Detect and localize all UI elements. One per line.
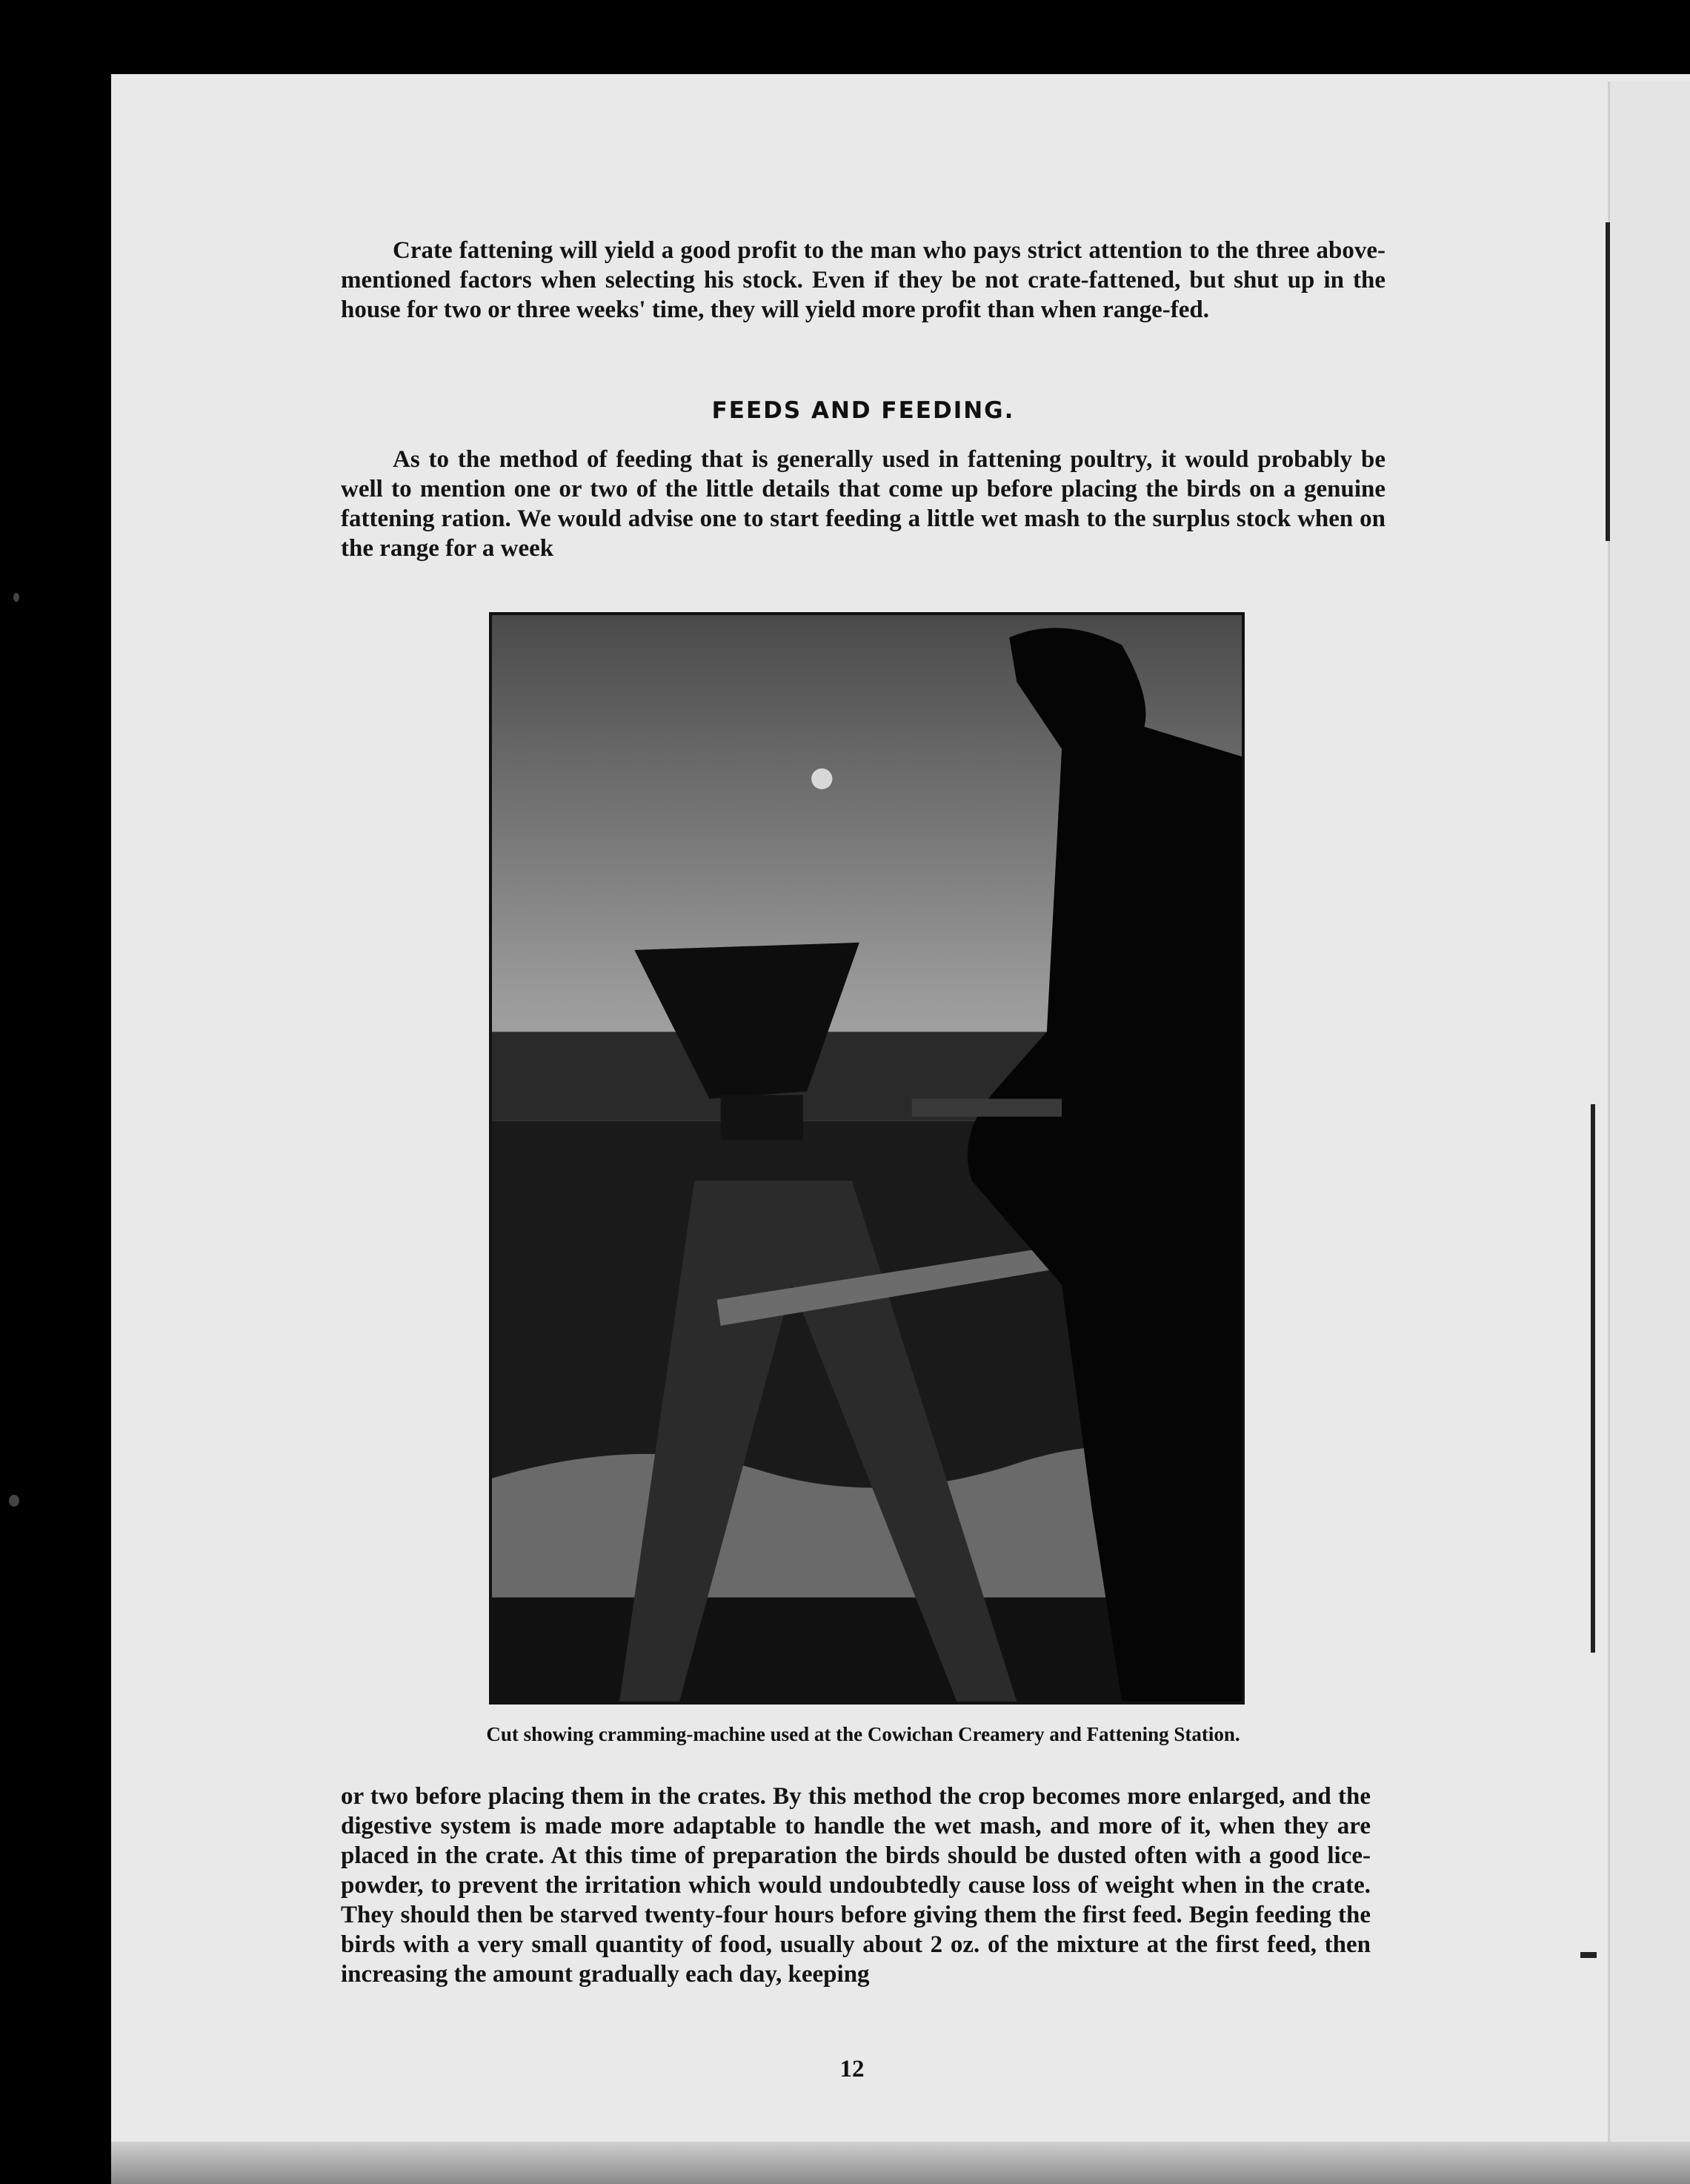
- figure-photo-cramming-machine: [489, 612, 1245, 1705]
- binding-stitch-mark: [1580, 1952, 1597, 1958]
- paragraph-preparation: or two before placing them in the crates. By this method the crop becomes more enlarged, and the digestive system is made more adaptable to handle the wet mash, and more of it, when they are placed in the crate. At this time of preparation the birds should be dusted often with a good lice-powder, to prevent the irritation which would undoubtedly cause loss of weight when in the crate. They should then be starved twenty-four hours before giving them the first feed. Begin feeding the birds with a very small quantity of food, usually about 2 oz. of the mixture at the first feed, then increasing the amount gradually each day, keeping: [341, 1783, 1371, 1988]
- margin-speck: [13, 593, 19, 602]
- page-bottom-edge: [111, 2142, 1690, 2184]
- binding-thread-bottom: [1591, 1104, 1595, 1653]
- paragraph-crate-fattening: Crate fattening will yield a good profit to the man who pays strict attention to the three above-mentioned factors when selecting his stock. Even if they be not crate-fattened, but shut up in the house for two or three weeks' time, they will yield more profit than when range-fed.: [341, 237, 1385, 323]
- paragraph-feeding-method: As to the method of feeding that is generally used in fattening poultry, it would probably be well to mention one or two of the little details that come up before placing the birds on a genuine fattening ration. We would advise one to start feeding a little wet mash to the surplus stock when on the range for a week: [341, 446, 1385, 562]
- figure-caption: Cut showing cramming-machine used at the Cowichan Creamery and Fattening Station.: [486, 1723, 1240, 1745]
- facing-page-edge: [1608, 82, 1690, 2184]
- binding-thread-top: [1606, 222, 1610, 541]
- page-number: 12: [839, 2056, 865, 2082]
- section-heading: FEEDS AND FEEDING.: [711, 397, 1015, 424]
- margin-speck: [9, 1495, 19, 1507]
